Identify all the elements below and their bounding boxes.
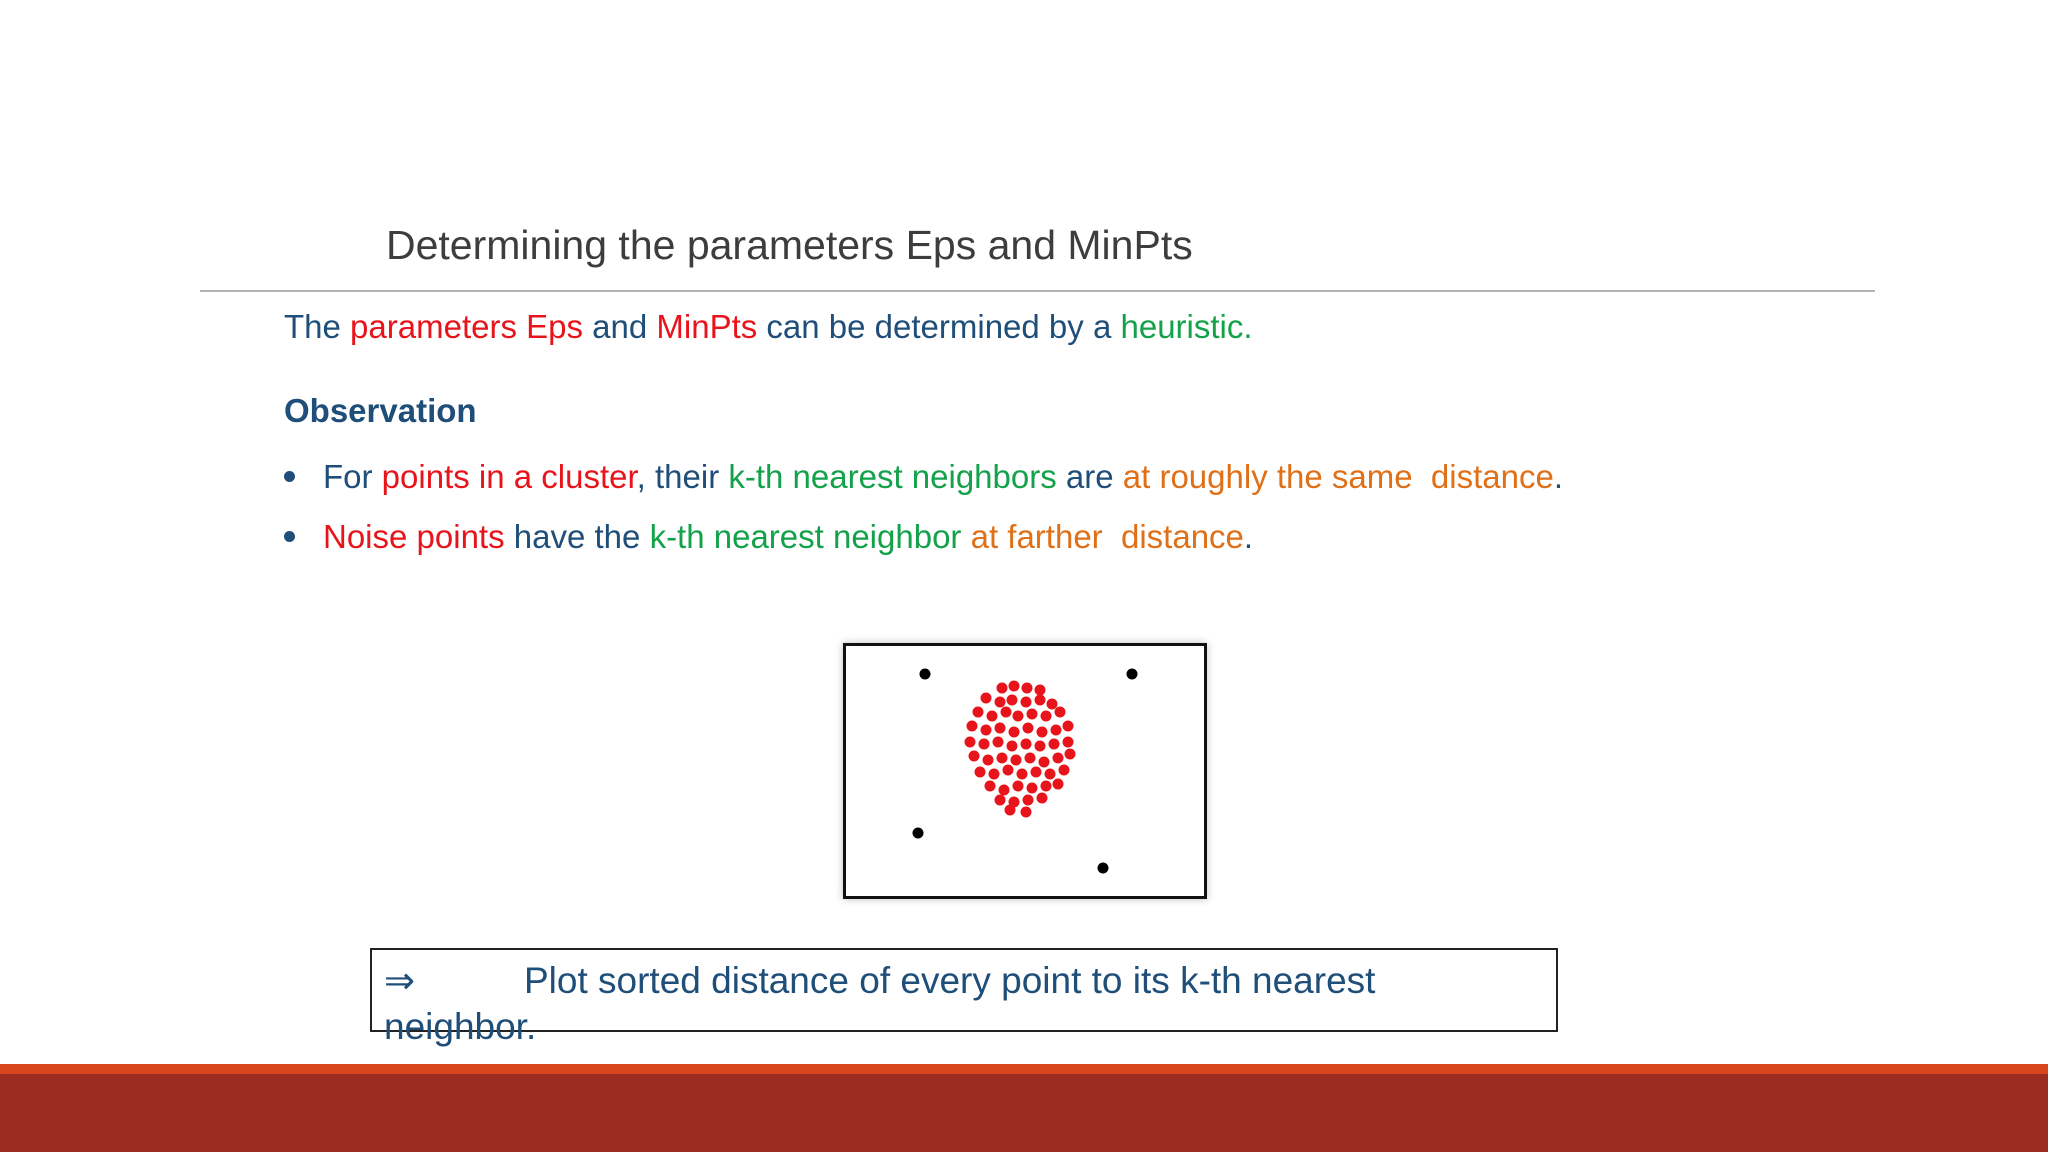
noise-point [920, 669, 931, 680]
cluster-point [1059, 765, 1070, 776]
cluster-point [999, 785, 1010, 796]
intro-highlight-minpts: MinPts [656, 308, 758, 345]
cluster-point [995, 697, 1006, 708]
cluster-point [987, 711, 998, 722]
cluster-point [1053, 753, 1064, 764]
bullet-text: , their [636, 458, 729, 495]
cluster-point [975, 767, 986, 778]
cluster-point [995, 795, 1006, 806]
cluster-point [1021, 739, 1032, 750]
cluster-point [1001, 707, 1012, 718]
cluster-point [965, 737, 976, 748]
cluster-point [1021, 697, 1032, 708]
cluster-scatter-svg [846, 646, 1204, 896]
cluster-point [995, 723, 1006, 734]
cluster-point [1055, 707, 1066, 718]
cluster-point [1027, 783, 1038, 794]
cluster-point [1051, 725, 1062, 736]
noise-point [913, 828, 924, 839]
bullet-highlight: at roughly the same distance [1122, 458, 1554, 495]
cluster-point [1013, 711, 1024, 722]
cluster-point [1031, 767, 1042, 778]
cluster-point [1035, 695, 1046, 706]
bullet-text: . [1243, 518, 1254, 555]
bullet-item [284, 518, 1253, 556]
cluster-point [983, 755, 994, 766]
cluster-point [997, 753, 1008, 764]
cluster-point [1009, 681, 1020, 692]
bullet-highlight: k-th nearest neighbor [649, 518, 962, 555]
cluster-point [1013, 781, 1024, 792]
cluster-point [993, 737, 1004, 748]
cluster-point [1022, 683, 1033, 694]
bullet-text: are [1056, 458, 1123, 495]
cluster-point [1021, 807, 1032, 818]
cluster-point [1049, 739, 1060, 750]
bullet-highlight: points in a cluster [381, 458, 637, 495]
cluster-point [1011, 755, 1022, 766]
cluster-point [1023, 795, 1034, 806]
cluster-point [967, 721, 978, 732]
cluster-point [997, 683, 1008, 694]
bullet-dot-icon [284, 531, 295, 542]
cluster-point [1005, 805, 1016, 816]
footer-stripe [0, 1064, 2048, 1074]
noise-point [1127, 669, 1138, 680]
bullet-text: . [1553, 458, 1564, 495]
cluster-point [1027, 709, 1038, 720]
cluster-point [973, 707, 984, 718]
bullet-highlight: Noise points [323, 518, 505, 555]
implies-arrow-icon: ⇒ [384, 960, 416, 1001]
cluster-point [1003, 765, 1014, 776]
conclusion-text [384, 958, 1504, 1050]
slide-title: Determining the parameters Eps and MinPts [386, 222, 1193, 268]
bullet-text: For [323, 458, 382, 495]
cluster-point [1063, 721, 1074, 732]
cluster-point [1063, 737, 1074, 748]
cluster-point [1053, 779, 1064, 790]
cluster-point [1041, 711, 1052, 722]
cluster-point [1045, 769, 1056, 780]
bullet-highlight: at farther distance [961, 518, 1244, 555]
footer-bar [0, 1074, 2048, 1152]
cluster-point [1039, 757, 1050, 768]
cluster-point [1041, 781, 1052, 792]
bullet-text: have the [504, 518, 650, 555]
cluster-point [981, 693, 992, 704]
cluster-point [1023, 723, 1034, 734]
cluster-point [1047, 699, 1058, 710]
noise-point [1098, 863, 1109, 874]
cluster-point [969, 751, 980, 762]
cluster-point [1025, 753, 1036, 764]
intro-highlight-heuristic: heuristic. [1120, 308, 1253, 345]
cluster-point [1007, 741, 1018, 752]
cluster-point [1035, 741, 1046, 752]
bullet-dot-icon [284, 471, 295, 482]
cluster-point [1035, 685, 1046, 696]
cluster-point [1017, 769, 1028, 780]
cluster-point [989, 769, 1000, 780]
cluster-point [979, 739, 990, 750]
cluster-point [1037, 793, 1048, 804]
intro-sentence [284, 308, 1253, 346]
bullet-item [284, 458, 1563, 496]
cluster-point [1037, 727, 1048, 738]
cluster-point [1009, 727, 1020, 738]
intro-text: can be determined by a [757, 308, 1121, 345]
cluster-point [1007, 695, 1018, 706]
cluster-figure [843, 643, 1207, 899]
intro-highlight-eps: parameters Eps [350, 308, 583, 345]
intro-text: The [284, 308, 351, 345]
cluster-point [1065, 749, 1076, 760]
intro-text: and [582, 308, 657, 345]
cluster-point [981, 725, 992, 736]
conclusion-sentence: Plot sorted distance of every point to its k-th nearest neighbor. [384, 960, 1376, 1047]
title-divider [200, 290, 1875, 292]
bullet-highlight: k-th nearest neighbors [728, 458, 1057, 495]
observation-heading: Observation [284, 392, 477, 429]
cluster-point [985, 781, 996, 792]
